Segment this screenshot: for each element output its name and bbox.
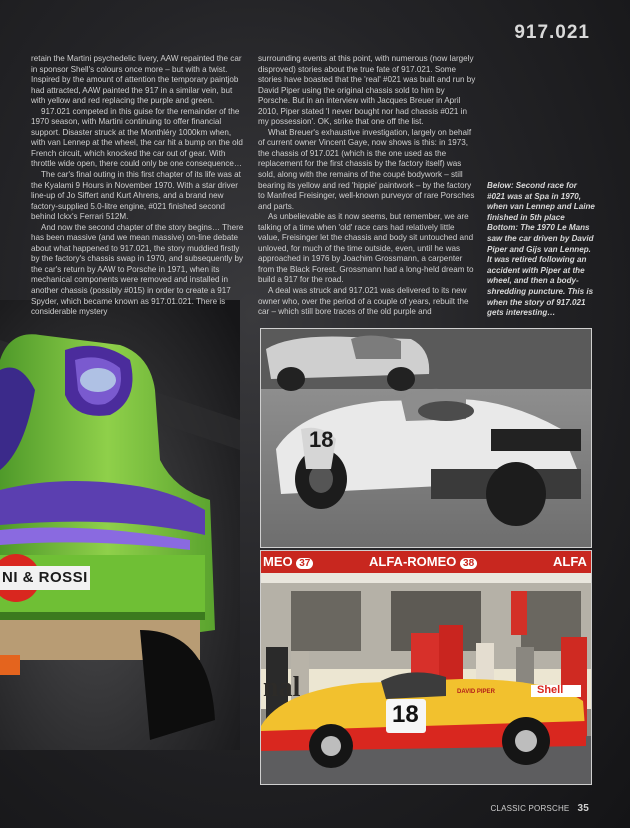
paragraph: As unbelievable as it now seems, but remember, we are talking of a time when 'old' race cars had relatively little value, Freisinger let the chassis and body sit untouched and unloved, for much of the time outside, even, until he was approached in 1976 by Joachim Grossmann, a carpenter from the Black Forest. Grossmann had a long-held dream to build a 917 for the road. <box>258 212 474 285</box>
page-footer <box>490 803 589 814</box>
page-number: 35 <box>577 803 589 814</box>
martini-car-photo <box>0 300 240 750</box>
banner-left <box>263 554 313 569</box>
magazine-name: CLASSIC PORSCHE <box>490 804 570 813</box>
paragraph: And now the second chapter of the story begins… There has been massive (and we mean massive) on-line debate about what happened to 917.021, the story muddied firstly by the factory's chassis swap in 1970, and subsequently by the car's return by AAW to Porsche in 1971, when its mechanical components were removed and installed in another chassis (possibly #015) in order to create a 917 Spyder, which became known as 917.01.021. There is considerable mystery <box>31 222 244 317</box>
banner-left-text: MEO <box>263 554 293 569</box>
banner-right <box>369 554 477 569</box>
photo-caption <box>487 181 595 319</box>
paragraph: The car's final outing in this first chapter of its life was at the Kyalami 9 Hours in November 1970. With a star driver line-up of Jo Siffert and Kurt Ahrens, and a brand new factory-supplied 5.0-litre engine, #021 finished second behind Ickx's Ferrari 512M. <box>31 170 241 222</box>
banner-right-number: 38 <box>460 558 477 569</box>
banner-left-number: 37 <box>296 558 313 569</box>
top-car-number: 18 <box>309 427 334 452</box>
paragraph: retain the Martini psychedelic livery, AAW repainted the car in sponsor Shell's colours once more – but with a twist. Inspired by the amount of attention the temporary paintjob had attracted, AAW painted the 917 in a similar vein, but with yellow and red replacing the purple and green. <box>31 54 242 106</box>
paragraph: What Breuer's exhaustive investigation, largely on behalf of current owner Vincent Gaye, now shows is this: in 1973, the chassis of 917.021 (which is the one used as the replacement for the first chassis by the factory itself) was sold, along with the remains of the coupé bodywork – still bearing its yellow and red 'hippie' paintwork – by the factory to Manfred Freisinger, well-known purveyor of rare Porsches and parts. <box>258 127 475 211</box>
wall-text: nal <box>263 672 301 703</box>
article-column-2 <box>258 54 476 318</box>
banner-right-text: ALFA-ROMEO <box>369 554 457 569</box>
le-mans-photo <box>260 550 592 785</box>
banner-far: ALFA <box>553 554 587 569</box>
caption-text: Below: Second race for #021 was at Spa in 1970, when van Lennep and Laine finished in 5th place Bottom: The 1970 Le Mans saw the car driven by David Piper and Gijs van Lennep. It was retired following an accident with Piper at the wheel, and then a body-shredding puncture. This is when the story of 917.021 gets interesting… <box>487 181 595 318</box>
paragraph: A deal was struck and 917.021 was delivered to its new owner who, over the period of a couple of years, rebuilt the car – which still bore traces of the old purple and <box>258 286 469 317</box>
article-column-1 <box>31 54 245 318</box>
car-number: 18 <box>392 701 419 728</box>
spa-race-photo <box>260 328 592 548</box>
paragraph: surrounding events at this point, with numerous (now largely disproved) stories about the true fate of 917.021. Some stories have boasted that the 'real' #021 was built and run by David Piper using the original chassis sold to him by Porsche. But in an interview with Jacques Breuer in April 2010, Piper stated 'I never bought nor had chassis #021 in my possession'. OK, strike that one off the list. <box>258 54 476 127</box>
sponsor-small: DAVID PIPER <box>457 689 495 695</box>
paragraph: 917.021 competed in this guise for the remainder of the 1970 season, with Martini continuing to offer financial support. Disaster struck at the Monthléry 1000km when, with van Lennep at the wheel, the car hit a bump on the old French circuit, which knocked the car out of gear. With throttle wide open, there could only be one consequence… <box>31 106 243 169</box>
sponsor-logo: Shell <box>537 684 564 696</box>
page-title: 917.021 <box>514 22 590 43</box>
left-car-sponsor: NI & ROSSI <box>2 569 88 586</box>
